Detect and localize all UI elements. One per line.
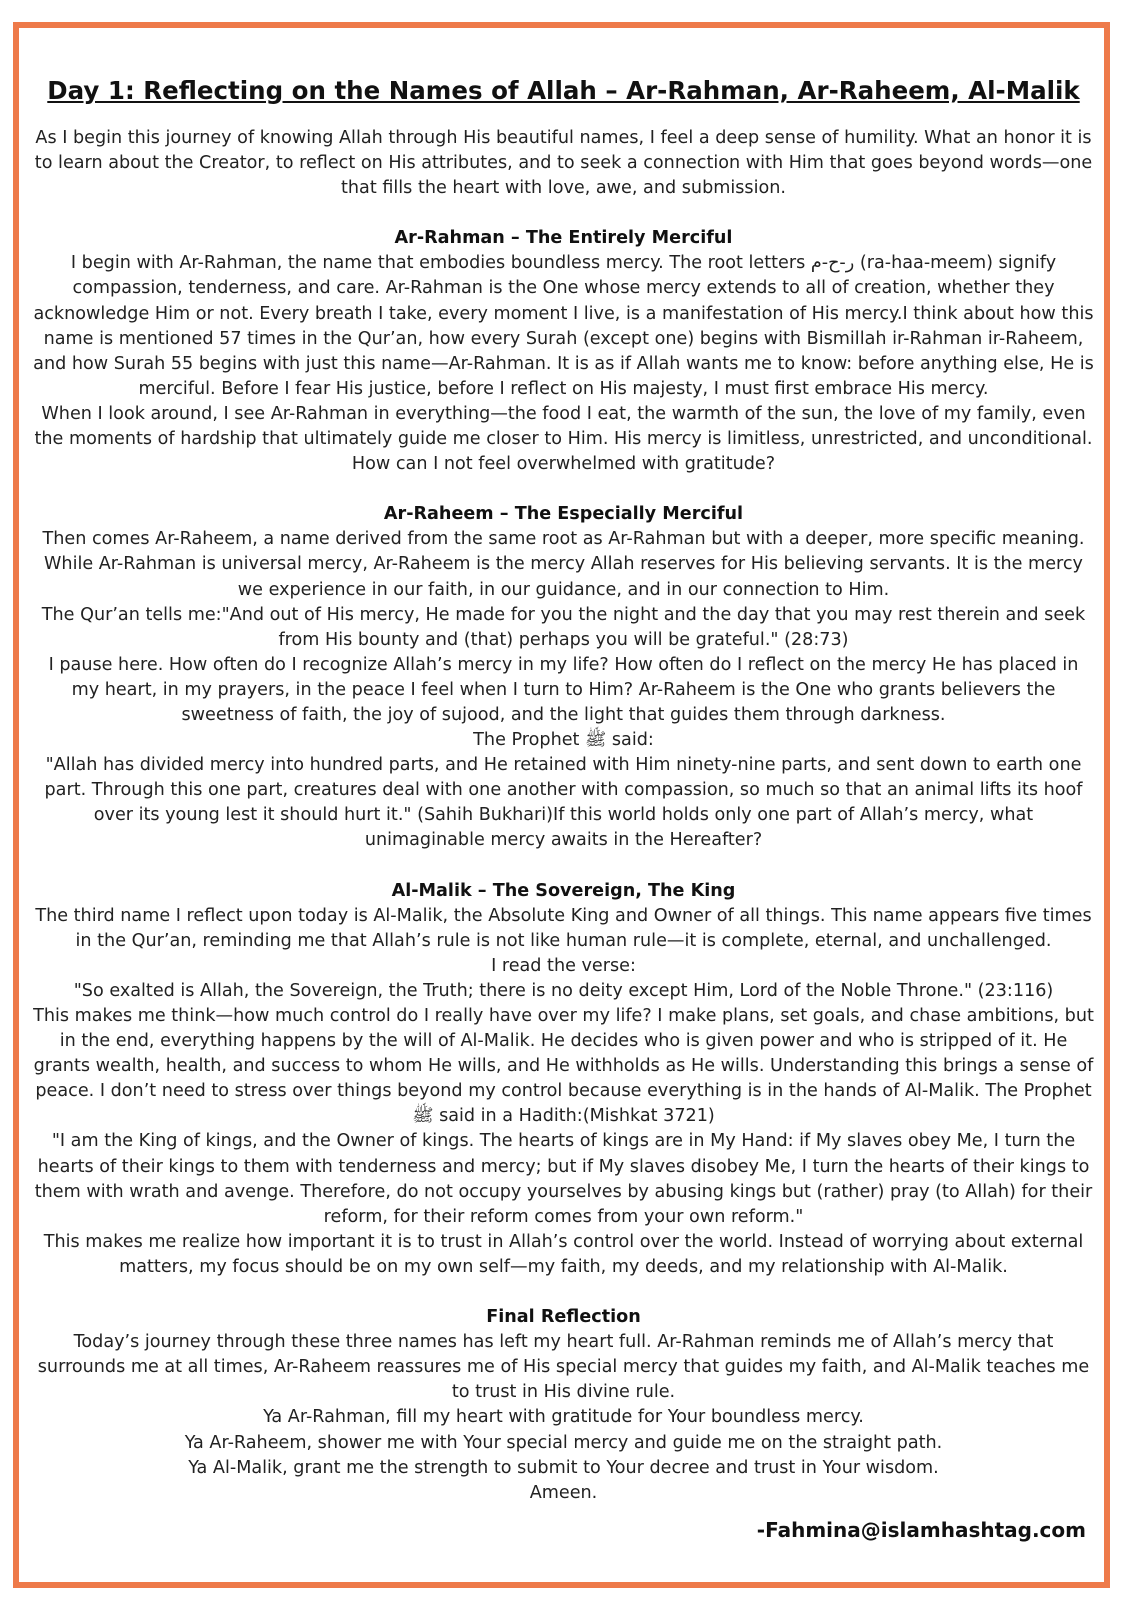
quran-quote: The Qur’an tells me:"And out of His mercy, He made for you the night and the day that you may rest therein and seek from His bounty and (that) perhaps you will be grateful." (28:73) [41,604,1086,650]
verse-intro: I read the verse: [491,955,636,976]
section-gap [33,854,1094,879]
section-paragraph: When I look around, I see Ar-Rahman in everything—the food I eat, the warmth of the sun, the love of my family, even the moments of hardship that ultimately guide me closer to Him. His mercy is limitless, unrestricted, and unconditional. How can I not feel overwhelmed with gratitude? [34,403,1093,475]
section-paragraph: The third name I reflect upon today is Al-Malik, the Absolute King and Owner of all things. This name appears five times in the Qur’an, reminding me that Allah’s rule is not like human rule—it is complete, eternal, and unchallenged. [35,905,1092,951]
section-final-reflection [33,1305,1094,1506]
page-border-frame [13,22,1110,1588]
section-paragraph: Then comes Ar-Raheem, a name derived from the same root as Ar-Rahman but with a deeper, more specific meaning. While Ar-Rahman is universal mercy, Ar-Raheem is the mercy Allah reserves for His believing servants. It is the mercy we experience in our faith, in our guidance, and in our connection to Him. [42,529,1085,600]
dua-line: Ya Ar-Rahman, fill my heart with gratitude for Your boundless mercy. [263,1407,864,1428]
section-heading: Final Reflection [486,1307,641,1328]
dua-line: Ya Ar-Raheem, shower me with Your special mercy and guide me on the straight path. [184,1432,943,1453]
hadith-quote: "I am the King of kings, and the Owner of kings. The hearts of kings are in My Hand: if My slaves obey Me, I turn the hearts of their kings to them with tenderness and mercy; but if My slaves disobey Me, I turn the hearts of their kings to them with wrath and avenge. Therefore, do not occupy yourselves by abusing kings but (rather) pray (to Allah) for their reform, for their reform comes from your own reform." [34,1131,1093,1227]
section-paragraph: This makes me think—how much control do I really have over my life? I make plans, set goals, and chase ambitions, but in the end, everything happens by the will of Al-Malik. He decides who is given power and who is stripped of it. He grants wealth, health, and success to whom He wills, and He withholds as He wills. Understanding this brings a sense of peace. I don’t need to stress over things beyond my control because everything is in the hands of Al-Malik. The Prophet ﷺ said in a Hadith:(Mishkat 3721) [33,1006,1094,1127]
section-heading: Al-Malik – The Sovereign, The King [391,880,736,901]
author-signature: -Fahmina@islamhashtag.com [756,1518,1086,1542]
section-paragraph: Today’s journey through these three names has left my heart full. Ar-Rahman reminds me of Allah’s mercy that surrounds me at all times, Ar-Raheem reassures me of His special mercy that guides my faith, and Al-Malik teaches me to trust in His divine rule. [37,1332,1090,1403]
document-body [33,74,1094,1506]
section-ar-rahman [33,226,1094,477]
section-ar-raheem [33,502,1094,853]
section-gap [33,477,1094,502]
section-gap [33,1280,1094,1305]
dua-line: Ameen. [529,1482,598,1503]
section-gap [33,201,1094,226]
section-heading: Ar-Raheem – The Especially Merciful [383,504,744,525]
page-title: Day 1: Reflecting on the Names of Allah – Ar-Rahman, Ar-Raheem, Al-Malik [47,76,1080,105]
section-paragraph: This makes me realize how important it is to trust in Allah’s control over the world. Instead of worrying about external matters, my focus should be on my own self—my faith, my deeds, and my relationship with Al-Malik. [43,1231,1084,1277]
section-paragraph: I begin with Ar-Rahman, the name that embodies boundless mercy. The root letters ر-ح-م (ra-haa-meem) signify compassion, tenderness, and care. Ar-Rahman is the One whose mercy extends to all of creation, whether they acknowledge Him or not. Every breath I take, every moment I live, is a manifestation of His mercy.I think about how this name is mentioned 57 times in the Qur’an, how every Surah (except one) begins with Bismillah ir-Rahman ir-Raheem, and how Surah 55 begins with just this name—Ar-Rahman. It is as if Allah wants me to know: before anything else, He is merciful. Before I fear His justice, before I reflect on His majesty, I must first embrace His mercy. [33,253,1094,399]
dua-line: Ya Al-Malik, grant me the strength to submit to Your decree and trust in Your wisdom. [188,1457,939,1478]
hadith-quote: "Allah has divided mercy into hundred parts, and He retained with Him ninety-nine parts, and sent down to earth one part. Through this one part, creatures deal with one another with compassion, so much so that an animal lifts its hoof over its young lest it should hurt it." (Sahih Bukhari)If this world holds only one part of Allah’s mercy, what unimaginable mercy awaits in the Hereafter? [44,755,1083,851]
hadith-intro: The Prophet ﷺ said: [473,730,654,751]
section-heading: Ar-Rahman – The Entirely Merciful [394,228,733,249]
section-paragraph: I pause here. How often do I recognize Allah’s mercy in my life? How often do I reflect on the mercy He has placed in my heart, in my prayers, in the peace I feel when I turn to Him? Ar-Raheem is the One who grants believers the sweetness of faith, the joy of sujood, and the light that guides them through darkness. [48,654,1079,725]
quran-quote: "So exalted is Allah, the Sovereign, the Truth; there is no deity except Him, Lord of the Noble Throne." (23:116) [73,980,1054,1001]
section-al-malik [33,879,1094,1281]
intro-paragraph: As I begin this journey of knowing Allah through His beautiful names, I feel a deep sense of humility. What an honor it is to learn about the Creator, to reflect on His attributes, and to seek a connection with Him that goes beyond words—one that fills the heart with love, awe, and submission. [34,128,1093,199]
